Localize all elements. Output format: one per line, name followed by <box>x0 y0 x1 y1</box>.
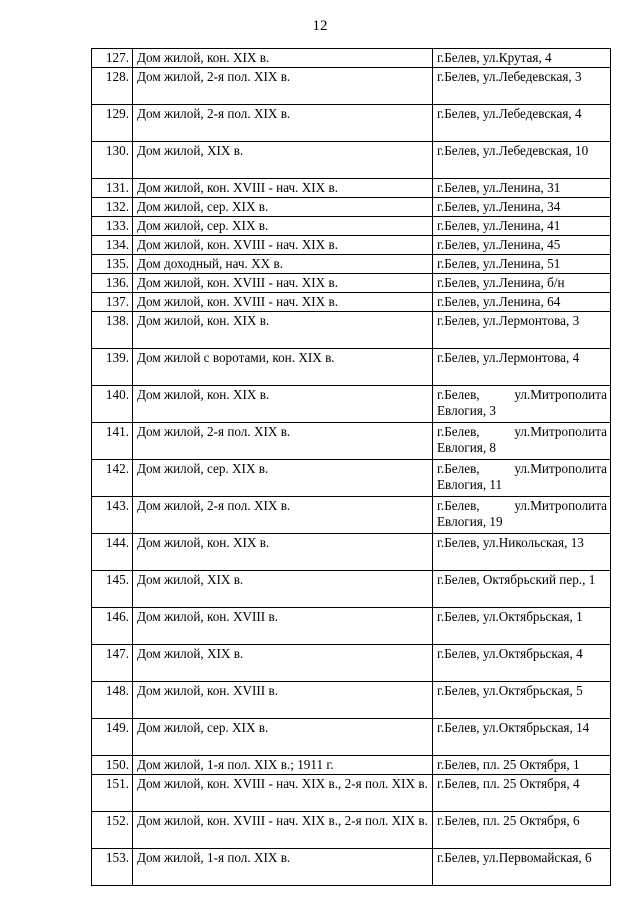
object-name: Дом жилой, сер. XIX в. <box>133 217 433 236</box>
object-name: Дом жилой, кон. XVIII - нач. XIX в. <box>133 293 433 312</box>
object-name: Дом жилой, сер. XIX в. <box>133 460 433 497</box>
object-name: Дом жилой, кон. XVIII - нач. XIX в. <box>133 236 433 255</box>
table-row <box>92 293 611 312</box>
row-number: 140. <box>92 386 133 423</box>
row-number: 151. <box>92 775 133 812</box>
object-address: г.Белев, ул.Лермонтова, 3 <box>433 312 611 349</box>
object-name: Дом жилой, 2-я пол. XIX в. <box>133 68 433 105</box>
table-row <box>92 645 611 682</box>
object-name: Дом жилой, кон. XVIII - нач. XIX в. <box>133 274 433 293</box>
object-name: Дом жилой, 2-я пол. XIX в. <box>133 497 433 534</box>
table-row <box>92 534 611 571</box>
row-number: 139. <box>92 349 133 386</box>
object-name: Дом жилой, кон. XIX в. <box>133 49 433 68</box>
object-name: Дом жилой, кон. XVIII в. <box>133 682 433 719</box>
object-address: г.Белев, ул.Никольская, 13 <box>433 534 611 571</box>
object-name: Дом жилой, XIX в. <box>133 645 433 682</box>
object-address: г.Белев, ул.Митрополита Евлогия, 3 <box>433 386 611 423</box>
row-number: 145. <box>92 571 133 608</box>
object-address: г.Белев, пл. 25 Октября, 6 <box>433 812 611 849</box>
row-number: 146. <box>92 608 133 645</box>
table-row <box>92 719 611 756</box>
object-name: Дом жилой с воротами, кон. XIX в. <box>133 349 433 386</box>
row-number: 135. <box>92 255 133 274</box>
row-number: 143. <box>92 497 133 534</box>
row-number: 152. <box>92 812 133 849</box>
object-address: г.Белев, пл. 25 Октября, 4 <box>433 775 611 812</box>
row-number: 148. <box>92 682 133 719</box>
object-name: Дом жилой, кон. XVIII - нач. XIX в. <box>133 179 433 198</box>
row-number: 130. <box>92 142 133 179</box>
object-address: г.Белев, пл. 25 Октября, 1 <box>433 756 611 775</box>
row-number: 131. <box>92 179 133 198</box>
object-name: Дом жилой, XIX в. <box>133 571 433 608</box>
table-row <box>92 849 611 886</box>
object-name: Дом жилой, 1-я пол. XIX в.; 1911 г. <box>133 756 433 775</box>
table-row <box>92 812 611 849</box>
object-address: г.Белев, ул.Октябрьская, 4 <box>433 645 611 682</box>
object-address: г.Белев, ул.Ленина, 64 <box>433 293 611 312</box>
object-name: Дом жилой, кон. XVIII - нач. XIX в., 2-я пол. XIX в. <box>133 775 433 812</box>
object-address: г.Белев, ул.Ленина, 31 <box>433 179 611 198</box>
table-row <box>92 682 611 719</box>
object-address: г.Белев, ул.Ленина, 41 <box>433 217 611 236</box>
row-number: 128. <box>92 68 133 105</box>
object-address: г.Белев, ул.Октябрьская, 5 <box>433 682 611 719</box>
row-number: 141. <box>92 423 133 460</box>
table-row <box>92 142 611 179</box>
table-row <box>92 217 611 236</box>
table-row <box>92 255 611 274</box>
table-row <box>92 312 611 349</box>
table-row <box>92 49 611 68</box>
object-name: Дом жилой, 2-я пол. XIX в. <box>133 105 433 142</box>
row-number: 129. <box>92 105 133 142</box>
object-name: Дом жилой, кон. XIX в. <box>133 312 433 349</box>
row-number: 150. <box>92 756 133 775</box>
object-address: г.Белев, ул.Октябрьская, 14 <box>433 719 611 756</box>
object-address: г.Белев, ул.Ленина, б/н <box>433 274 611 293</box>
object-name: Дом жилой, кон. XIX в. <box>133 386 433 423</box>
object-name: Дом жилой, кон. XVIII в. <box>133 608 433 645</box>
object-address: г.Белев, ул.Ленина, 51 <box>433 255 611 274</box>
table-row <box>92 423 611 460</box>
object-name: Дом жилой, кон. XVIII - нач. XIX в., 2-я пол. XIX в. <box>133 812 433 849</box>
table-row <box>92 236 611 255</box>
table-row <box>92 608 611 645</box>
object-address: г.Белев, Октябрьский пер., 1 <box>433 571 611 608</box>
table-row <box>92 460 611 497</box>
object-address: г.Белев, ул.Митрополита Евлогия, 8 <box>433 423 611 460</box>
table-row <box>92 497 611 534</box>
table-row <box>92 105 611 142</box>
object-address: г.Белев, ул.Первомайская, 6 <box>433 849 611 886</box>
row-number: 132. <box>92 198 133 217</box>
row-number: 137. <box>92 293 133 312</box>
table-row <box>92 198 611 217</box>
table-row <box>92 386 611 423</box>
table-row <box>92 571 611 608</box>
object-name: Дом жилой, кон. XIX в. <box>133 534 433 571</box>
object-name: Дом жилой, XIX в. <box>133 142 433 179</box>
object-name: Дом жилой, сер. XIX в. <box>133 719 433 756</box>
row-number: 153. <box>92 849 133 886</box>
object-name: Дом жилой, сер. XIX в. <box>133 198 433 217</box>
heritage-objects-table <box>91 48 611 886</box>
object-address: г.Белев, ул.Октябрьская, 1 <box>433 608 611 645</box>
table-body <box>92 49 611 886</box>
object-address: г.Белев, ул.Лебедевская, 10 <box>433 142 611 179</box>
object-address: г.Белев, ул.Ленина, 34 <box>433 198 611 217</box>
table-row <box>92 349 611 386</box>
table-row <box>92 68 611 105</box>
object-address: г.Белев, ул.Митрополита Евлогия, 19 <box>433 497 611 534</box>
table-row <box>92 756 611 775</box>
row-number: 133. <box>92 217 133 236</box>
row-number: 138. <box>92 312 133 349</box>
object-address: г.Белев, ул.Лебедевская, 4 <box>433 105 611 142</box>
page-number: 12 <box>312 18 328 34</box>
object-address: г.Белев, ул.Крутая, 4 <box>433 49 611 68</box>
object-address: г.Белев, ул.Митрополита Евлогия, 11 <box>433 460 611 497</box>
row-number: 142. <box>92 460 133 497</box>
row-number: 127. <box>92 49 133 68</box>
table-row <box>92 274 611 293</box>
object-name: Дом доходный, нач. XX в. <box>133 255 433 274</box>
row-number: 144. <box>92 534 133 571</box>
row-number: 134. <box>92 236 133 255</box>
row-number: 147. <box>92 645 133 682</box>
object-name: Дом жилой, 2-я пол. XIX в. <box>133 423 433 460</box>
table-row <box>92 179 611 198</box>
object-address: г.Белев, ул.Лермонтова, 4 <box>433 349 611 386</box>
row-number: 136. <box>92 274 133 293</box>
row-number: 149. <box>92 719 133 756</box>
table-row <box>92 775 611 812</box>
object-address: г.Белев, ул.Лебедевская, 3 <box>433 68 611 105</box>
object-name: Дом жилой, 1-я пол. XIX в. <box>133 849 433 886</box>
object-address: г.Белев, ул.Ленина, 45 <box>433 236 611 255</box>
